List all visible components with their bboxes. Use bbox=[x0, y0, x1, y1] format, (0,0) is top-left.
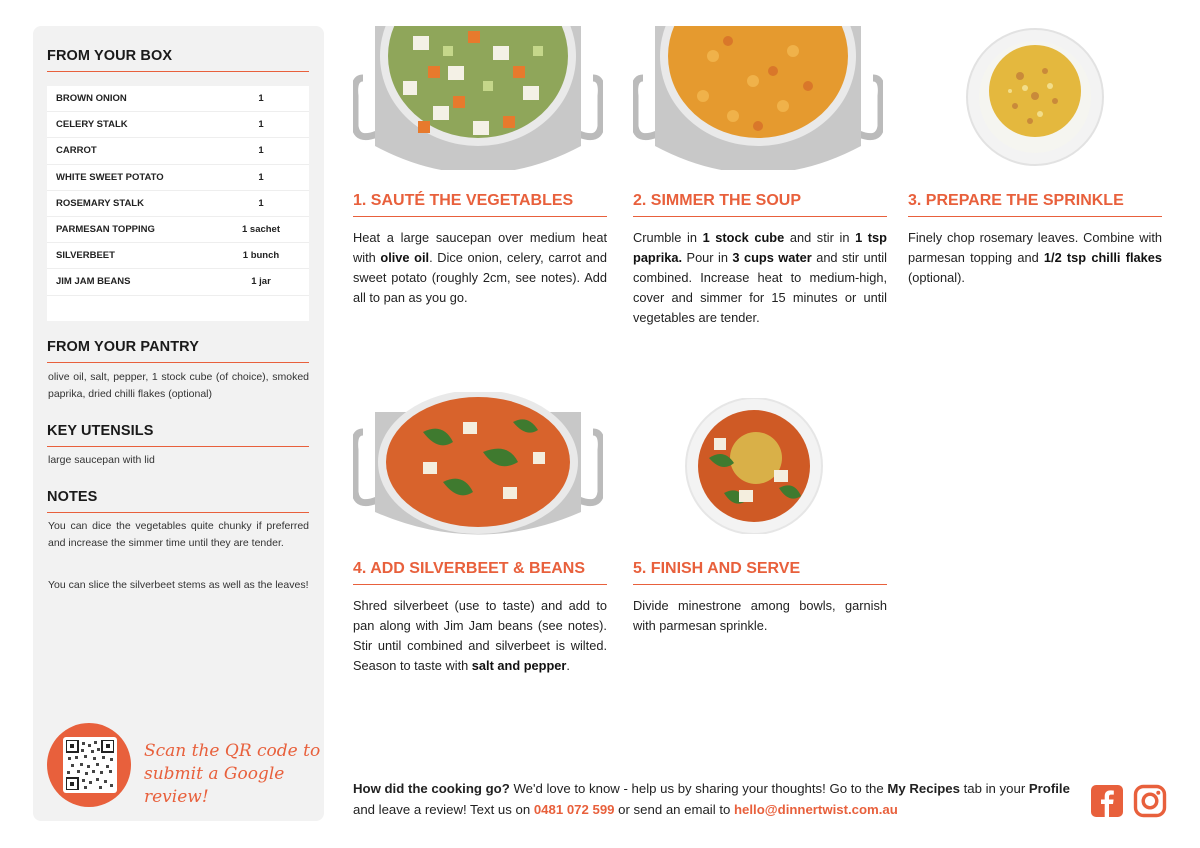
ingredient-name: PARMESAN TOPPING bbox=[56, 224, 155, 236]
step-ingredient: 3 cups water bbox=[732, 250, 812, 265]
step-ingredient: 1/2 tsp chilli flakes bbox=[1043, 250, 1162, 265]
my-recipes-label: My Recipes bbox=[887, 781, 960, 796]
step-divider bbox=[633, 584, 887, 585]
step-divider bbox=[908, 216, 1162, 217]
footer-text: tab in your bbox=[959, 781, 1029, 796]
footer-text: or send an email to bbox=[614, 802, 734, 817]
ingredient-row bbox=[47, 217, 309, 243]
ingredient-name: BROWN ONION bbox=[56, 93, 127, 105]
step-text: Finely chop rosemary leaves. Combine with parmesan topping and bbox=[908, 230, 1162, 265]
ingredient-name: CELERY STALK bbox=[56, 119, 128, 131]
from-your-pantry-heading: FROM YOUR PANTRY bbox=[47, 339, 199, 355]
step-1-body bbox=[353, 228, 607, 308]
step-divider bbox=[353, 584, 607, 585]
step-2-photo bbox=[633, 26, 883, 170]
footer-question: How did the cooking go? bbox=[353, 781, 510, 796]
utensils-text: large saucepan with lid bbox=[48, 454, 155, 466]
ingredient-row bbox=[47, 191, 309, 217]
step-1-title: 1. SAUTÉ THE VEGETABLES bbox=[353, 192, 574, 209]
step-text: Heat a large saucepan over medium heat with bbox=[353, 230, 607, 265]
profile-label: Profile bbox=[1028, 781, 1070, 796]
step-text: . bbox=[566, 658, 570, 673]
step-2-title: 2. SIMMER THE SOUP bbox=[633, 192, 802, 209]
heading-divider bbox=[47, 71, 309, 72]
step-ingredient: 1 stock cube bbox=[702, 230, 785, 245]
ingredient-qty: 1 sachet bbox=[241, 224, 281, 236]
facebook-icon[interactable] bbox=[1090, 784, 1124, 818]
ingredient-name: WHITE SWEET POTATO bbox=[56, 171, 164, 183]
step-2-body bbox=[633, 228, 887, 328]
from-your-box-heading: FROM YOUR BOX bbox=[47, 48, 173, 64]
step-divider bbox=[353, 216, 607, 217]
step-text: Divide minestrone among bowls, garnish with parmesan sprinkle. bbox=[633, 598, 887, 633]
heading-divider bbox=[47, 362, 309, 363]
step-text: . Dice onion, celery, carrot and sweet potato (roughly 2cm, see notes). Add all to pan as you go. bbox=[353, 250, 607, 305]
ingredient-qty: 1 bbox=[258, 197, 264, 209]
step-1-photo bbox=[353, 26, 603, 170]
step-text: Crumble in bbox=[633, 230, 703, 245]
step-3-photo bbox=[965, 26, 1105, 168]
step-text: (optional). bbox=[908, 270, 965, 285]
qr-code[interactable] bbox=[63, 737, 117, 793]
step-ingredient: 1 tsp paprika. bbox=[633, 230, 887, 265]
step-ingredient: olive oil bbox=[380, 250, 430, 265]
step-text: Pour in bbox=[682, 250, 733, 265]
ingredient-qty: 1 bunch bbox=[242, 250, 280, 262]
ingredient-name: JIM JAM BEANS bbox=[56, 276, 131, 288]
step-text: Shred silverbeet (use to taste) and add to pan along with Jim Jam beans (see notes). Stir until combined and silverbeet is wilted. Season to taste with bbox=[353, 598, 607, 673]
ingredient-row bbox=[47, 165, 309, 191]
step-3-body bbox=[908, 228, 1162, 288]
notes-paragraph: You can slice the silverbeet stems as well as the leaves! bbox=[48, 579, 309, 591]
qr-prompt-line: submit a Google review! bbox=[144, 764, 285, 807]
step-3-title: 3. PREPARE THE SPRINKLE bbox=[908, 192, 1124, 209]
ingredient-qty: 1 bbox=[258, 145, 264, 157]
heading-divider bbox=[47, 446, 309, 447]
footer-text: We'd love to know - help us by sharing your thoughts! Go to the bbox=[509, 781, 888, 796]
ingredient-qty: 1 bbox=[258, 171, 264, 183]
ingredient-row bbox=[47, 86, 309, 112]
instagram-icon[interactable] bbox=[1133, 784, 1167, 818]
box-ingredients-table bbox=[47, 86, 309, 321]
ingredient-row bbox=[47, 112, 309, 138]
ingredient-row bbox=[47, 243, 309, 269]
notes-paragraph: You can dice the vegetables quite chunky if preferred and increase the simmer time until they are tender. bbox=[48, 520, 309, 549]
ingredient-name: CARROT bbox=[56, 145, 97, 157]
notes-heading: NOTES bbox=[47, 489, 98, 505]
heading-divider bbox=[47, 512, 309, 513]
step-text: and stir until combined. Increase heat to medium-high, cover and simmer for 15 minutes or until vegetables are tender. bbox=[633, 250, 887, 325]
ingredients-sidebar bbox=[33, 26, 324, 821]
ingredient-qty: 1 bbox=[258, 119, 264, 131]
step-4-body bbox=[353, 596, 607, 676]
phone-link[interactable]: 0481 072 599 bbox=[533, 802, 615, 817]
qr-badge[interactable] bbox=[47, 723, 131, 807]
ingredient-qty: 1 bbox=[258, 93, 264, 105]
qr-review-prompt bbox=[144, 740, 324, 809]
qr-prompt-line: Scan the QR code to bbox=[144, 741, 321, 761]
ingredient-row bbox=[47, 269, 309, 295]
step-5-body bbox=[633, 596, 887, 636]
ingredient-row bbox=[47, 138, 309, 164]
step-divider bbox=[633, 216, 887, 217]
ingredient-qty: 1 jar bbox=[251, 276, 271, 288]
pantry-text: olive oil, salt, pepper, 1 stock cube (of choice), smoked paprika, dried chilli flakes (optional) bbox=[48, 371, 309, 400]
step-5-photo bbox=[684, 398, 824, 534]
email-link[interactable]: hello@dinnertwist.com.au bbox=[734, 802, 898, 817]
step-4-title: 4. ADD SILVERBEET & BEANS bbox=[353, 560, 586, 577]
step-ingredient: salt and pepper bbox=[471, 658, 567, 673]
feedback-footer bbox=[353, 778, 1073, 820]
ingredient-name: SILVERBEET bbox=[56, 250, 115, 262]
footer-text: and leave a review! Text us on bbox=[353, 802, 534, 817]
key-utensils-heading: KEY UTENSILS bbox=[47, 423, 154, 439]
ingredient-name: ROSEMARY STALK bbox=[56, 197, 144, 209]
step-text: and stir in bbox=[784, 230, 856, 245]
step-5-title: 5. FINISH AND SERVE bbox=[633, 560, 801, 577]
step-4-photo bbox=[353, 392, 603, 536]
